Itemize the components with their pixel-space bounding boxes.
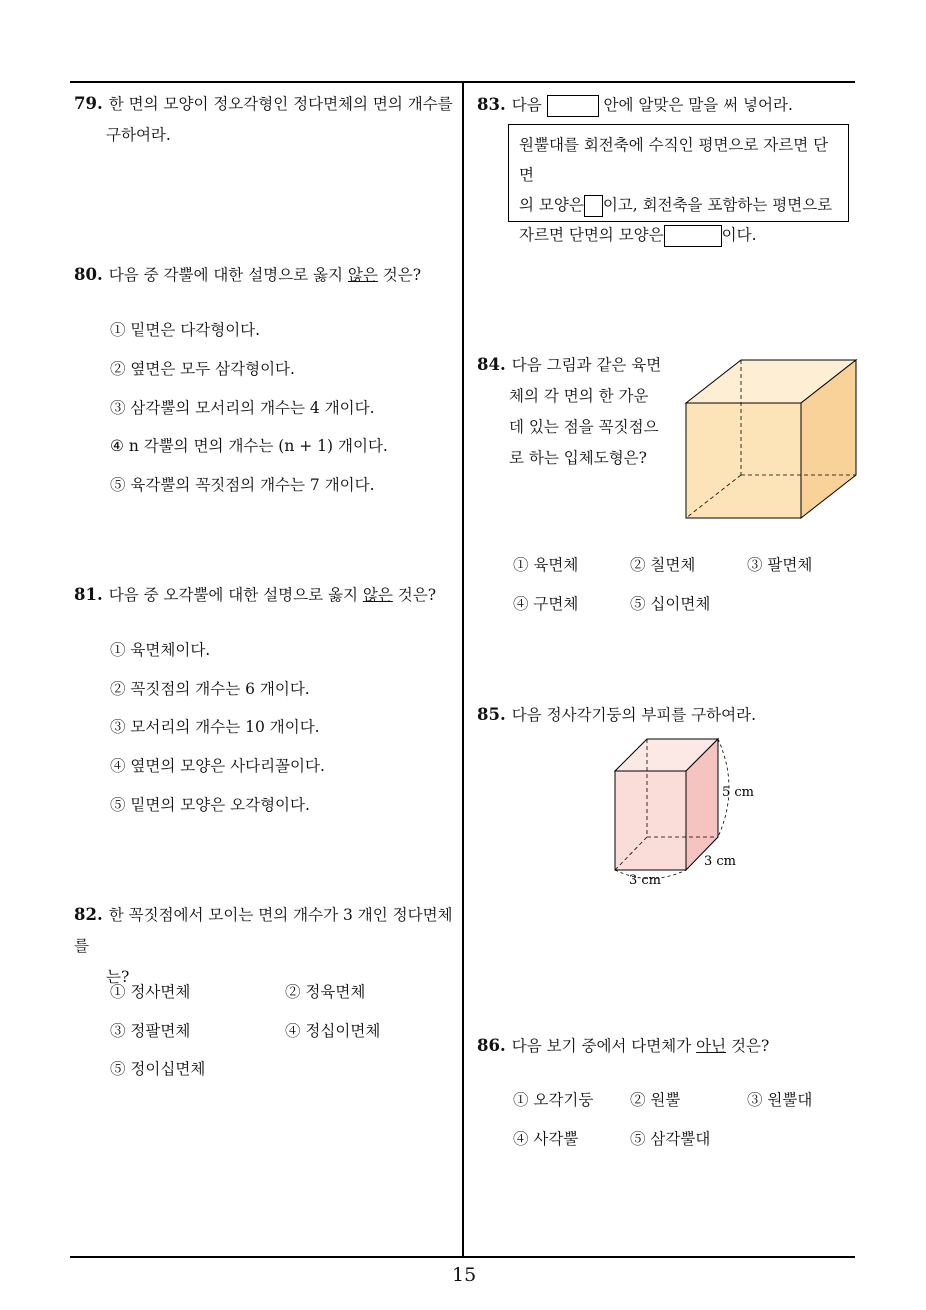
question-85 [477,699,852,731]
question-number: 83. [477,95,506,114]
q80-option-3[interactable]: ③ 삼각뿔의 모서리의 개수는 4 개이다. [110,399,375,417]
question-text-1: 다음 그림과 같은 육면 [511,356,662,374]
question-text-end: 것은? [726,1037,770,1055]
q83-statement-box [508,124,849,244]
emphasis: 않은 [362,586,393,604]
width-label: 3 cm [629,873,662,888]
q82-option-1[interactable]: ① 정사면체 [110,983,191,1001]
question-text-2: 체의 각 면의 한 가운 [509,387,649,405]
emphasis: 아닌 [696,1037,727,1055]
question-84 [477,349,667,474]
question-number: 86. [477,1036,506,1055]
q84-option-4[interactable]: ④ 구면체 [513,595,579,613]
q80-option-5[interactable]: ⑤ 육각뿔의 꼭짓점의 개수는 7 개이다. [110,476,375,494]
q86-option-5[interactable]: ⑤ 삼각뿔대 [630,1130,711,1148]
question-text: 다음 중 오각뿔에 대한 설명으로 옳지 [108,586,363,604]
column-divider [462,81,464,1258]
question-text-end: 것은? [392,586,437,604]
question-number: 80. [74,265,103,284]
question-86 [477,1030,852,1062]
question-text: 한 면의 모양이 정오각형인 정다면체의 면의 개수를 [108,95,453,113]
cube-front-face [686,403,801,518]
box-line-3-post: 이다. [721,226,757,244]
question-number: 79. [74,94,103,113]
answer-blank-2[interactable] [664,225,722,247]
height-label: 5 cm [722,785,755,800]
q81-option-1[interactable]: ① 육면체이다. [110,641,211,659]
depth-label: 3 cm [704,854,737,869]
question-text: 다음 정사각기둥의 부피를 구하여라. [511,706,757,724]
page-number: 15 [452,1264,477,1286]
question-number: 81. [74,585,103,604]
question-80 [74,259,459,291]
question-81 [74,579,459,611]
square-prism-figure [605,732,765,894]
q80-option-4[interactable]: ④ n 각뿔의 면의 개수는 (n + 1) 개이다. [110,437,388,455]
q86-option-2[interactable]: ② 원뿔 [630,1091,681,1109]
question-82 [74,899,459,993]
question-text: 다음 보기 중에서 다면체가 [511,1037,697,1055]
question-83 [477,89,852,121]
answer-blank [547,95,599,117]
question-text-3: 데 있는 점을 꼭짓점으 [509,418,659,436]
question-text-end: 안에 알맞은 말을 써 넣어라. [603,96,793,114]
q84-option-2[interactable]: ② 칠면체 [630,556,696,574]
question-text-cont: 구하여라. [106,126,171,144]
q82-option-3[interactable]: ③ 정팔면체 [110,1022,191,1040]
q82-option-4[interactable]: ④ 정십이면체 [285,1022,381,1040]
emphasis: 않은 [347,266,378,284]
q82-option-5[interactable]: ⑤ 정이십면체 [110,1060,206,1078]
box-line-3-pre: 자르면 단면의 모양은 [519,226,664,244]
q80-option-1[interactable]: ① 밑면은 다각형이다. [110,321,261,339]
question-text-4: 로 하는 입체도형은? [509,449,647,467]
question-text-cont: 는? [106,968,130,986]
q84-option-1[interactable]: ① 육면체 [513,556,579,574]
question-number: 85. [477,705,506,724]
question-text-end: 것은? [377,266,422,284]
q82-option-2[interactable]: ② 정육면체 [285,983,366,1001]
q86-option-1[interactable]: ① 오각기둥 [513,1091,594,1109]
question-79 [74,88,459,151]
q81-option-3[interactable]: ③ 모서리의 개수는 10 개이다. [110,718,320,736]
answer-blank-1[interactable] [584,195,603,217]
box-line-1: 원뿔대를 회전축에 수직인 평면으로 자르면 단면 [519,136,829,184]
question-text: 다음 중 각뿔에 대한 설명으로 옳지 [108,266,348,284]
q86-option-3[interactable]: ③ 원뿔대 [747,1091,813,1109]
q84-option-5[interactable]: ⑤ 십이면체 [630,595,711,613]
question-number: 84. [477,355,506,374]
cube-figure [680,355,862,525]
q86-option-4[interactable]: ④ 사각뿔 [513,1130,579,1148]
question-text: 한 꼭짓점에서 모이는 면의 개수가 3 개인 정다면체를 [74,906,453,955]
box-line-2-pre: 의 모양은 [519,196,584,214]
question-text: 다음 [511,96,542,114]
q80-option-2[interactable]: ② 옆면은 모두 삼각형이다. [110,360,295,378]
q81-option-5[interactable]: ⑤ 밑면의 모양은 오각형이다. [110,796,310,814]
box-line-2-post: 이고, 회전축을 포함하는 평면으로 [602,196,833,214]
q84-option-3[interactable]: ③ 팔면체 [747,556,813,574]
question-number: 82. [74,905,103,924]
prism-front-face [615,771,686,870]
q81-option-4[interactable]: ④ 옆면의 모양은 사다리꼴이다. [110,757,325,775]
q81-option-2[interactable]: ② 꼭짓점의 개수는 6 개이다. [110,680,310,698]
bottom-rule [70,1256,855,1258]
